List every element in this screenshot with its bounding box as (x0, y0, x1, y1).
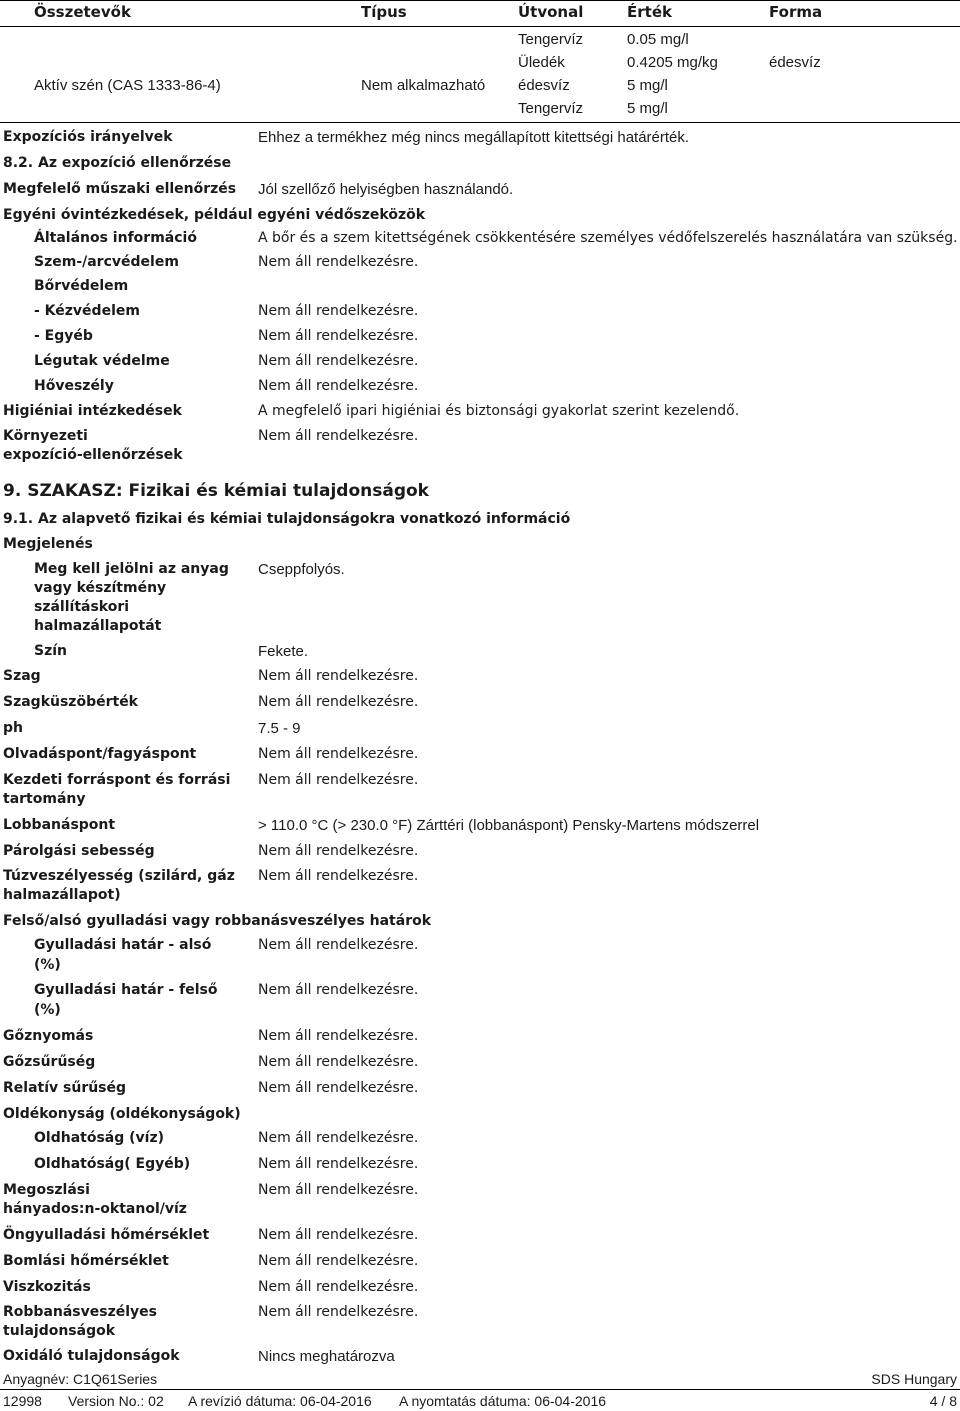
header-top-rule (0, 0, 960, 1)
melting-value: Nem áll rendelkezésre. (258, 746, 419, 762)
explosive-props-label-2: tulajdonságok (3, 1323, 116, 1339)
odor-value: Nem áll rendelkezésre. (258, 668, 419, 684)
footer-revision-date: A revízió dátuma: 06-04-2016 (188, 1393, 372, 1409)
component-name: Aktív szén (CAS 1333-86-4) (34, 77, 221, 94)
odor-threshold-label: Szagküszöbérték (3, 694, 138, 710)
color-value: Fekete. (258, 643, 309, 660)
explosive-props-value: Nem áll rendelkezésre. (258, 1304, 419, 1320)
evaporation-value: Nem áll rendelkezésre. (258, 843, 419, 859)
component-form: édesvíz (769, 54, 821, 71)
solubility-water-label: Oldhatóság (víz) (34, 1130, 164, 1146)
footer-region: SDS Hungary (871, 1371, 957, 1387)
section-9-1-heading: 9.1. Az alapvető fizikai és kémiai tulajdonságokra vonatkozó információ (3, 511, 571, 527)
ppe-skin-label: Bőrvédelem (34, 278, 129, 294)
footer-page-number: 4 / 8 (929, 1393, 957, 1409)
melting-label: Olvadáspont/fagyáspont (3, 746, 197, 762)
col-header-form: Forma (769, 3, 823, 21)
lower-limit-label-2: (%) (34, 957, 61, 973)
appearance-label: Megjelenés (3, 536, 93, 552)
engineering-controls-value: Jól szellőző helyiségben használandó. (258, 181, 514, 198)
flammability-label-2: halmazállapot) (3, 887, 121, 903)
exposure-guidelines-value: Ehhez a termékhez még nincs megállapított kitettségi határérték. (258, 129, 690, 146)
vapor-density-label: Gőzsűrűség (3, 1054, 96, 1070)
vapor-density-value: Nem áll rendelkezésre. (258, 1054, 419, 1070)
lower-limit-value: Nem áll rendelkezésre. (258, 937, 419, 953)
hygiene-value: A megfelelő ipari higiéniai és biztonsági gyakorlat szerint kezelendő. (258, 403, 740, 419)
footer-version: Version No.: 02 (68, 1393, 164, 1409)
evaporation-label: Párolgási sebesség (3, 843, 155, 859)
physical-state-label-1: Meg kell jelölni az anyag (34, 561, 229, 577)
col-header-type: Típus (361, 3, 407, 21)
flammability-value: Nem áll rendelkezésre. (258, 868, 419, 884)
footer-print-date: A nyomtatás dátuma: 06-04-2016 (399, 1393, 607, 1409)
decomposition-value: Nem áll rendelkezésre. (258, 1253, 419, 1269)
partition-label-2: hányados:n-oktanol/víz (3, 1201, 187, 1217)
relative-density-value: Nem áll rendelkezésre. (258, 1080, 419, 1096)
env-exposure-label-1: Környezeti (3, 428, 88, 444)
solubility-other-value: Nem áll rendelkezésre. (258, 1156, 419, 1172)
autoignition-label: Öngyulladási hőmérséklet (3, 1227, 210, 1243)
ppe-other-value: Nem áll rendelkezésre. (258, 328, 419, 344)
section-9-heading: 9. SZAKASZ: Fizikai és kémiai tulajdonságok (3, 481, 429, 501)
ppe-respiratory-label: Légutak védelme (34, 353, 170, 369)
boiling-label-2: tartomány (3, 791, 86, 807)
boiling-label-1: Kezdeti forráspont és forrási (3, 772, 231, 788)
ppe-other-label: - Egyéb (34, 328, 93, 344)
decomposition-label: Bomlási hőmérséklet (3, 1253, 169, 1269)
physical-state-label-4: halmazállapotát (34, 618, 162, 634)
value-2: 0.4205 mg/kg (627, 54, 718, 71)
ppe-eye-value: Nem áll rendelkezésre. (258, 254, 419, 270)
route-2: Üledék (518, 54, 565, 71)
viscosity-label: Viszkozitás (3, 1279, 91, 1295)
hygiene-label: Higiéniai intézkedések (3, 403, 182, 419)
boiling-value: Nem áll rendelkezésre. (258, 772, 419, 788)
oxidizing-label: Oxidáló tulajdonságok (3, 1348, 180, 1364)
relative-density-label: Relatív sűrűség (3, 1080, 127, 1096)
col-header-value: Érték (627, 3, 672, 21)
env-exposure-label-2: expozíció-ellenőrzések (3, 447, 183, 463)
partition-value: Nem áll rendelkezésre. (258, 1182, 419, 1198)
ppe-eye-label: Szem-/arcvédelem (34, 254, 179, 270)
ppe-general-label: Általános információ (34, 230, 197, 246)
ph-value: 7.5 - 9 (258, 720, 301, 737)
value-3: 5 mg/l (627, 77, 668, 94)
odor-threshold-value: Nem áll rendelkezésre. (258, 694, 419, 710)
ppe-heading: Egyéni óvintézkedések, például egyéni védőszeközök (3, 207, 426, 223)
section-8-2-heading: 8.2. Az expozíció ellenőrzése (3, 155, 232, 171)
footer-doc-id: 12998 (3, 1393, 42, 1409)
route-3: édesvíz (518, 77, 570, 94)
solubility-heading: Oldékonyság (oldékonyságok) (3, 1106, 241, 1122)
engineering-controls-label: Megfelelő műszaki ellenőrzés (3, 181, 237, 197)
header-bottom-rule (0, 26, 960, 27)
flash-point-label: Lobbanáspont (3, 817, 116, 833)
ppe-general-value: A bőr és a szem kitettségének csökkentésére személyes védőfelszerelés használatára van szükség. (258, 230, 958, 246)
explosive-limits-heading: Felső/alsó gyulladási vagy robbanásveszélyes határok (3, 913, 432, 929)
autoignition-value: Nem áll rendelkezésre. (258, 1227, 419, 1243)
value-4: 5 mg/l (627, 100, 668, 117)
physical-state-label-2: vagy készítmény (34, 580, 167, 596)
value-1: 0.05 mg/l (627, 31, 689, 48)
upper-limit-label-1: Gyulladási határ - felső (34, 982, 218, 998)
color-label: Szín (34, 643, 67, 659)
ppe-thermal-label: Hőveszély (34, 378, 114, 394)
ppe-thermal-value: Nem áll rendelkezésre. (258, 378, 419, 394)
viscosity-value: Nem áll rendelkezésre. (258, 1279, 419, 1295)
vapor-pressure-label: Gőznyomás (3, 1028, 94, 1044)
col-header-component: Összetevők (34, 3, 131, 21)
flash-point-value: > 110.0 °C (> 230.0 °F) Zárttéri (lobbanáspont) Pensky-Martens módszerrel (258, 817, 760, 834)
solubility-water-value: Nem áll rendelkezésre. (258, 1130, 419, 1146)
upper-limit-value: Nem áll rendelkezésre. (258, 982, 419, 998)
ph-label: ph (3, 720, 23, 736)
oxidizing-value: Nincs meghatározva (258, 1348, 395, 1365)
vapor-pressure-value: Nem áll rendelkezésre. (258, 1028, 419, 1044)
col-header-route: Útvonal (518, 3, 584, 21)
solubility-other-label: Oldhatóság( Egyéb) (34, 1156, 191, 1172)
route-1: Tengervíz (518, 31, 584, 48)
table-bottom-rule (0, 122, 960, 123)
env-exposure-value: Nem áll rendelkezésre. (258, 428, 419, 444)
ppe-hand-value: Nem áll rendelkezésre. (258, 303, 419, 319)
route-4: Tengervíz (518, 100, 584, 117)
footer-material: Anyagnév: C1Q61Series (3, 1371, 158, 1387)
partition-label-1: Megoszlási (3, 1182, 90, 1198)
physical-state-value: Cseppfolyós. (258, 561, 345, 578)
ppe-hand-label: - Kézvédelem (34, 303, 140, 319)
upper-limit-label-2: (%) (34, 1002, 61, 1018)
flammability-label-1: Túzveszélyesség (szilárd, gáz (3, 868, 235, 884)
explosive-props-label-1: Robbanásveszélyes (3, 1304, 157, 1320)
odor-label: Szag (3, 668, 41, 684)
ppe-respiratory-value: Nem áll rendelkezésre. (258, 353, 419, 369)
footer-rule (0, 1389, 960, 1390)
physical-state-label-3: szállításkori (34, 599, 130, 615)
lower-limit-label-1: Gyulladási határ - alsó (34, 937, 212, 953)
component-type: Nem alkalmazható (361, 77, 486, 94)
exposure-guidelines-label: Expozíciós irányelvek (3, 129, 173, 145)
